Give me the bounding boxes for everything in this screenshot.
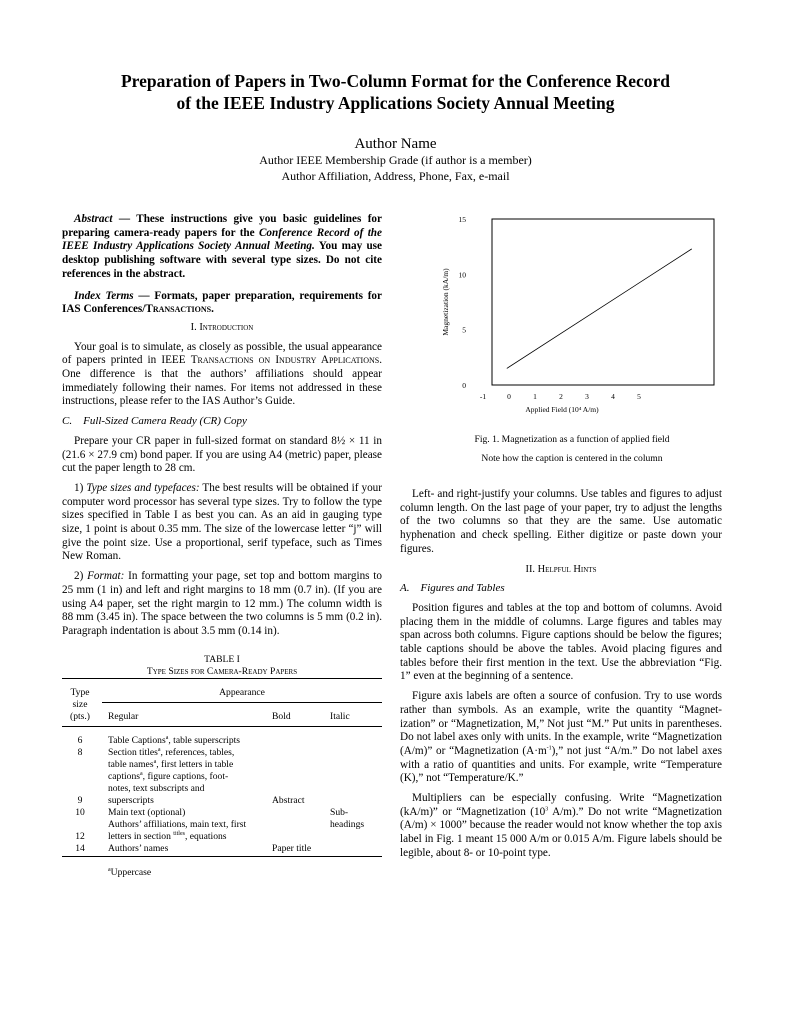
table-footnote: $^a$Uppercase [108, 866, 152, 878]
row-size-12: 12 [75, 831, 85, 842]
row-9-regular: superscripts [108, 795, 154, 806]
title-line-2: of the IEEE Industry Applications Society Annual Meeting [176, 93, 615, 113]
section-heading-helpful-hints: II. Helpful Hints [525, 563, 597, 575]
row-size-9: 9 [77, 795, 83, 806]
table-appearance-rule [102, 702, 382, 703]
figure-note: Note how the caption is centered in the column [481, 453, 663, 464]
x-tick-label: 4 [611, 392, 615, 401]
table-bottom-rule [62, 856, 382, 857]
y-tick-label: 0 [462, 381, 466, 390]
author-grade: Author IEEE Membership Grade (if author is a member) [259, 153, 532, 167]
right-paragraph-1: Left- and right-justify your columns. Use tables and figures to adjust column length. On the last page of your paper, try to adjust the lengths of the two columns so that they are the same. Use automatic hyphenation and check spelling. Either digitize or paste down your figures. [400, 488, 722, 555]
row-8-line-2: table names$^a$, first letters in table [108, 758, 234, 770]
subsection-heading-figures-tables: A. Figures and Tables [400, 582, 505, 595]
table-label: TABLE I [204, 654, 240, 665]
y-tick-label: 5 [462, 325, 466, 335]
row-size-6: 6 [77, 735, 83, 746]
table-1 [62, 654, 382, 884]
header-italic: Italic [330, 711, 350, 722]
abstract: Abstract — These instructions give you basic guidelines for preparing camera-ready papers for the Conference Record of the IEEE Industry Applications Society Annual Meeting. You may use desktop publishing software with several type sizes. Do not cite references in the abstract. [62, 213, 382, 280]
row-8-line-1: Section titles$^a$, references, tables, [108, 746, 235, 758]
paper-title [60, 70, 731, 114]
title-line-1: Preparation of Papers in Two-Column Format for the Conference Record [120, 71, 671, 91]
header-bold: Bold [272, 711, 291, 722]
header-pts: (pts.) [70, 711, 90, 722]
row-size-14: 14 [75, 843, 85, 854]
y-tick-label: 15 [458, 215, 466, 224]
header-type: Type [70, 687, 90, 698]
x-tick-label: 3 [585, 392, 589, 401]
y-tick-label: 10 [458, 270, 466, 280]
figures-paragraph-1: Position figures and tables at the top and bottom of columns. Avoid placing them in the middle of columns. Large figures and tables may span across both columns. Figure captions should be below the figures; table captions should be above the tables. Avoid placing figures and tables before their first mention in the text. Use the abbreviation “Fig. 1” even at the beginning of a sentence. [400, 601, 722, 683]
row-8-line-4: notes, text subscripts and [108, 783, 205, 794]
y-tick-labels [459, 215, 467, 390]
right-column [400, 488, 722, 861]
author-affiliation: Author Affiliation, Address, Phone, Fax, e-mail [281, 169, 510, 183]
table-top-rule [62, 678, 382, 679]
x-tick-label: 0 [507, 392, 511, 401]
plot-frame [492, 219, 714, 385]
x-axis-label: Applied Field (10⁴ A/m) [525, 405, 599, 414]
row-14-bold: Paper title [272, 843, 312, 854]
row-10-line-2: Authors’ affiliations, main text, first [108, 819, 247, 830]
x-tick-label: 1 [533, 392, 537, 401]
header-regular: Regular [108, 711, 139, 722]
x-tick-label: 5 [637, 392, 641, 401]
y-axis-label: Magnetization (kA/m) [441, 268, 450, 336]
index-terms-label: Index Terms [74, 289, 134, 302]
figures-paragraph-3: Multipliers can be especially confusing. Write “Magnetization (kA/m)” or “Magnetization ($10^3$ A/m).” Do not write “Magnetization (A/m) × 1000” because the reader would not know whether the top axis label in Fig. 1 meant 15 000 A/m or 0.015 A/m. Figure labels should be legible, about 8- or 10-point type. [400, 792, 722, 859]
figure-caption: Fig. 1. Magnetization as a function of applied field [474, 434, 670, 445]
index-terms: Index Terms — Formats, paper preparation, requirements for IAS Conferences/Transactions. [62, 289, 382, 316]
subsection-heading-cr-copy: C. Full-Sized Camera Ready (CR) Copy [62, 415, 247, 428]
row-10-italic-2: headings [330, 819, 365, 830]
author-name: Author Name [354, 136, 437, 152]
cr-paragraph-2: 1) Type sizes and typefaces: The best results will be obtained if your computer word processor has several type sizes. Try to follow the type sizes specified in Table I as best you can. As an aid in gauging type size, 1 point is about 0.35 mm. The size of the lowercase letter “j” will give the point size. Use a proportional, serif typeface, such as Times New Roman. [62, 481, 382, 563]
x-tick-label: -1 [479, 392, 487, 401]
figures-paragraph-2: Figure axis labels are often a source of confusion. Try to use words rather than symbols. As an example, write the quantity “Magnet-ization” or “Magnetization, M,” Not just “M.” Put units in parentheses. Do not label axes only with units. In the example, write “Magnetization (A/m)” or “Magnetization $(A\cdot m^{-1})$,” not just “A/m.” Do not label axes with a ratio of quantities and units. For example, write “Temperature (K),” not “Temperature/K.” [400, 690, 722, 785]
row-10-italic-1: Sub- [330, 807, 349, 818]
section-heading-introduction: I. Introduction [190, 321, 254, 333]
abstract-label: Abstract [74, 213, 113, 225]
intro-paragraph: Your goal is to simulate, as closely as possible, the usual appearance of papers printed in IEEE Transactions on Industry Applications. One difference is that the authors’ affiliations should appear immediately following their names. For items not addressed in these instructions, please refer to the IAS Author’s Guide. [62, 340, 382, 408]
row-9-bold: Abstract [272, 795, 305, 806]
x-tick-labels [480, 392, 641, 401]
left-column [62, 213, 382, 639]
x-tick-label: 2 [559, 392, 563, 401]
row-size-10: 10 [75, 807, 85, 818]
cr-paragraph-3: 2) Format: In formatting your page, set top and bottom margins to 25 mm (1 in) and left and right margins to 18 mm (0.7 in). (If you are using A4 paper, set the right margin to 12 mm.) The column width is 88 mm (3.45 in). The space between the two columns is 5 mm (0.2 in). Paragraph indentation is about 3.5 mm (0.14 in). [62, 570, 382, 637]
series-line-0 [507, 249, 692, 369]
figure-1-chart [412, 206, 732, 424]
row-10-regular: Main text (optional) [108, 807, 186, 818]
row-8-line-3: captions$^a$, figure captions, foot- [108, 770, 229, 782]
row-12-regular: letters in section $^{titles}$, equations [108, 830, 227, 842]
header-appearance: Appearance [219, 687, 265, 698]
table-caption: Type Sizes for Camera-Ready Papers [146, 666, 298, 677]
series-layer [507, 249, 692, 369]
header-size: size [72, 699, 88, 710]
table-header-rule [62, 726, 382, 727]
row-14-regular: Authors’ names [108, 843, 169, 854]
row-6-regular: Table Captions$^a$, table superscripts [108, 734, 241, 746]
row-size-8: 8 [77, 747, 83, 758]
cr-paragraph-1: Prepare your CR paper in full-sized format on standard 8½ × 11 in (21.6 × 27.9 cm) bond paper. If you are using A4 (metric) paper, please cut the paper length to 28 cm. [62, 434, 382, 475]
